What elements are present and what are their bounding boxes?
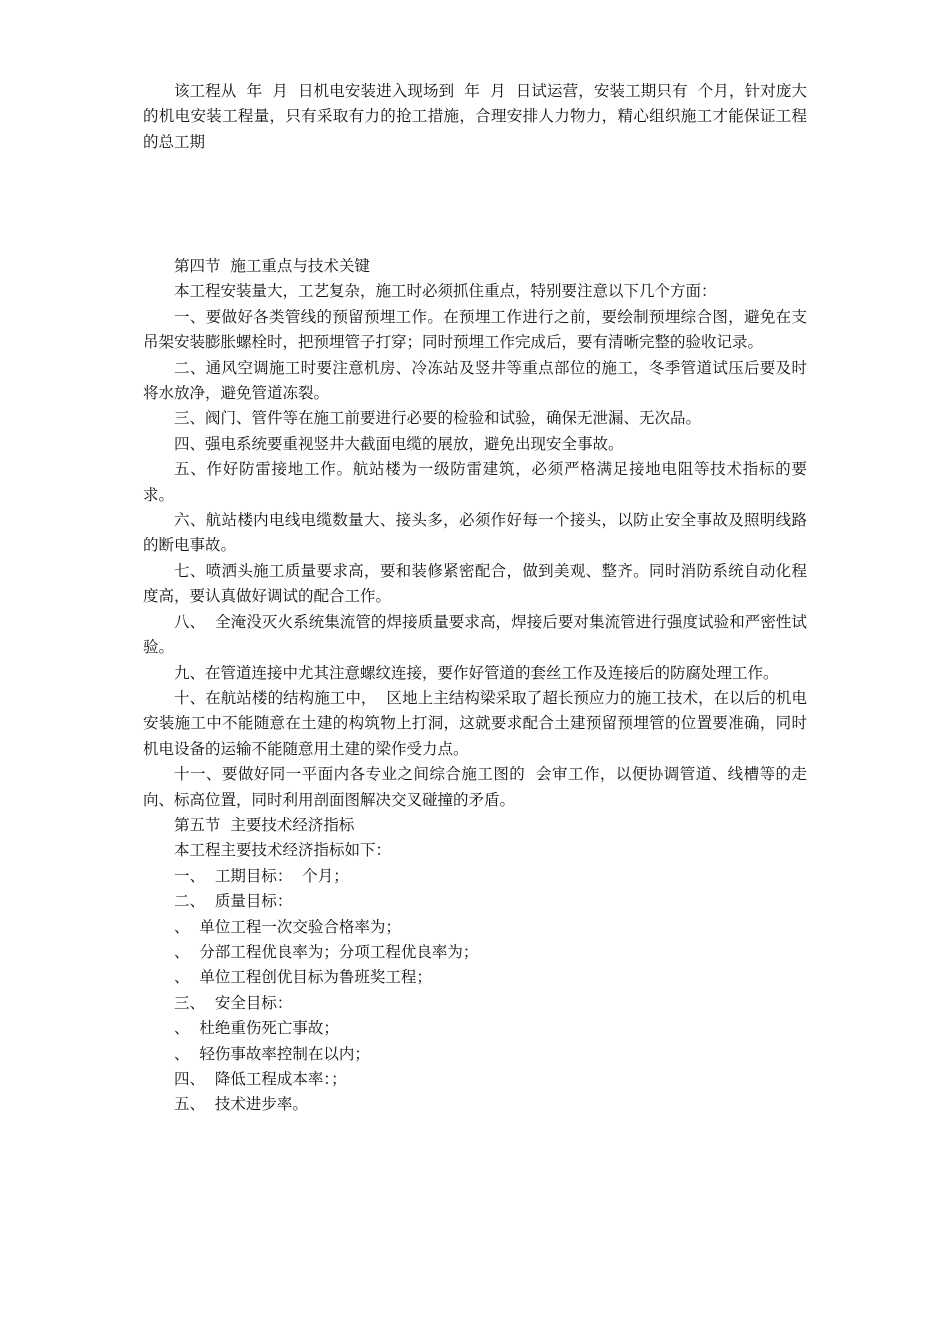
section5-item: 、 杜绝重伤死亡事故； [174,1019,339,1038]
intro-paragraph: 该工程从 年 月 日机电安装进入现场到 年 月 日试运营，安装工期只有 个月，针对庞大的机电安装工程量，只有采取有力的抢工措施，合理安排人力物力，精心组织施工才能保证工程的总工期 [143,82,807,151]
section5-lead: 本工程主要技术经济指标如下： [174,841,392,860]
section5-item: 、 轻伤事故率控制在以内； [174,1044,370,1063]
section5-item: 、 单位工程一次交验合格率为； [174,917,401,936]
section5-item: 二、 质量目标： [174,892,293,911]
section4-lead: 本工程安装量大，工艺复杂，施工时必须抓住重点，特别要注意以下几个方面： [174,282,717,301]
section4-item: 十、在航站楼的结构施工中， 区地上主结构梁采取了超长预应力的施工技术，在以后的机电安装施工中不能随意在土建的构筑物上打洞，这就要求配合土建预留预埋管的位置要准确，同时机电设备的运输不能随意用土建的梁作受力点。 [143,688,807,758]
section5-item: 三、 安全目标： [174,993,293,1012]
section5-item: 四、 降低工程成本率：； [174,1070,347,1088]
main-block [143,254,807,1118]
section4-heading: 第四节 施工重点与技术关键 [174,257,370,275]
section4-item: 三、阀门、管件等在施工前要进行必要的检验和试验，确保无泄漏、无次品。 [174,409,702,428]
section4-item: 四、强电系统要重视竖井大截面电缆的展放，避免出现安全事故。 [174,434,624,453]
section4-item: 八、 全淹没灭火系统集流管的焊接质量要求高，焊接后要对集流管进行强度试验和严密性试验。 [143,612,807,657]
section5-item: 、 单位工程创优目标为鲁班奖工程； [174,968,432,987]
section4-item: 六、航站楼内电线电缆数量大、接头多，必须作好每一个接头，以防止安全事故及照明线路的断电事故。 [143,511,807,555]
section4-item: 七、喷洒头施工质量要求高，要和装修紧密配合，做到美观、整齐。同时消防系统自动化程度高，要认真做好调试的配合工作。 [143,561,807,606]
section5-item: 、 分部工程优良率为；分项工程优良率为； [174,942,479,961]
section5-item: 五、 技术进步率。 [174,1095,308,1114]
section4-item: 九、在管道连接中尤其注意螺纹连接，要作好管道的套丝工作及连接后的防腐处理工作。 [174,663,779,682]
section5-heading: 第五节 主要技术经济指标 [174,815,355,834]
intro-block [143,79,807,155]
section4-item: 五、作好防雷接地工作。航站楼为一级防雷建筑，必须严格满足接地电阻等技术指标的要求。 [143,460,807,504]
section5-item: 一、 工期目标： 个月； [174,866,349,885]
section4-item: 一、要做好各类管线的预留预埋工作。在预埋工作进行之前，要绘制预埋综合图，避免在支吊架安装膨胀螺栓时，把预埋管子打穿；同时预埋工作完成后，要有清晰完整的验收记录。 [143,307,807,352]
section4-item: 二、通风空调施工时要注意机房、冷冻站及竖井等重点部位的施工，冬季管道试压后要及时将水放净，避免管道冻裂。 [143,358,807,403]
section4-item: 十一、要做好同一平面内各专业之间综合施工图的 会审工作，以便协调管道、线槽等的走向、标高位置，同时利用剖面图解决交叉碰撞的矛盾。 [143,765,807,809]
